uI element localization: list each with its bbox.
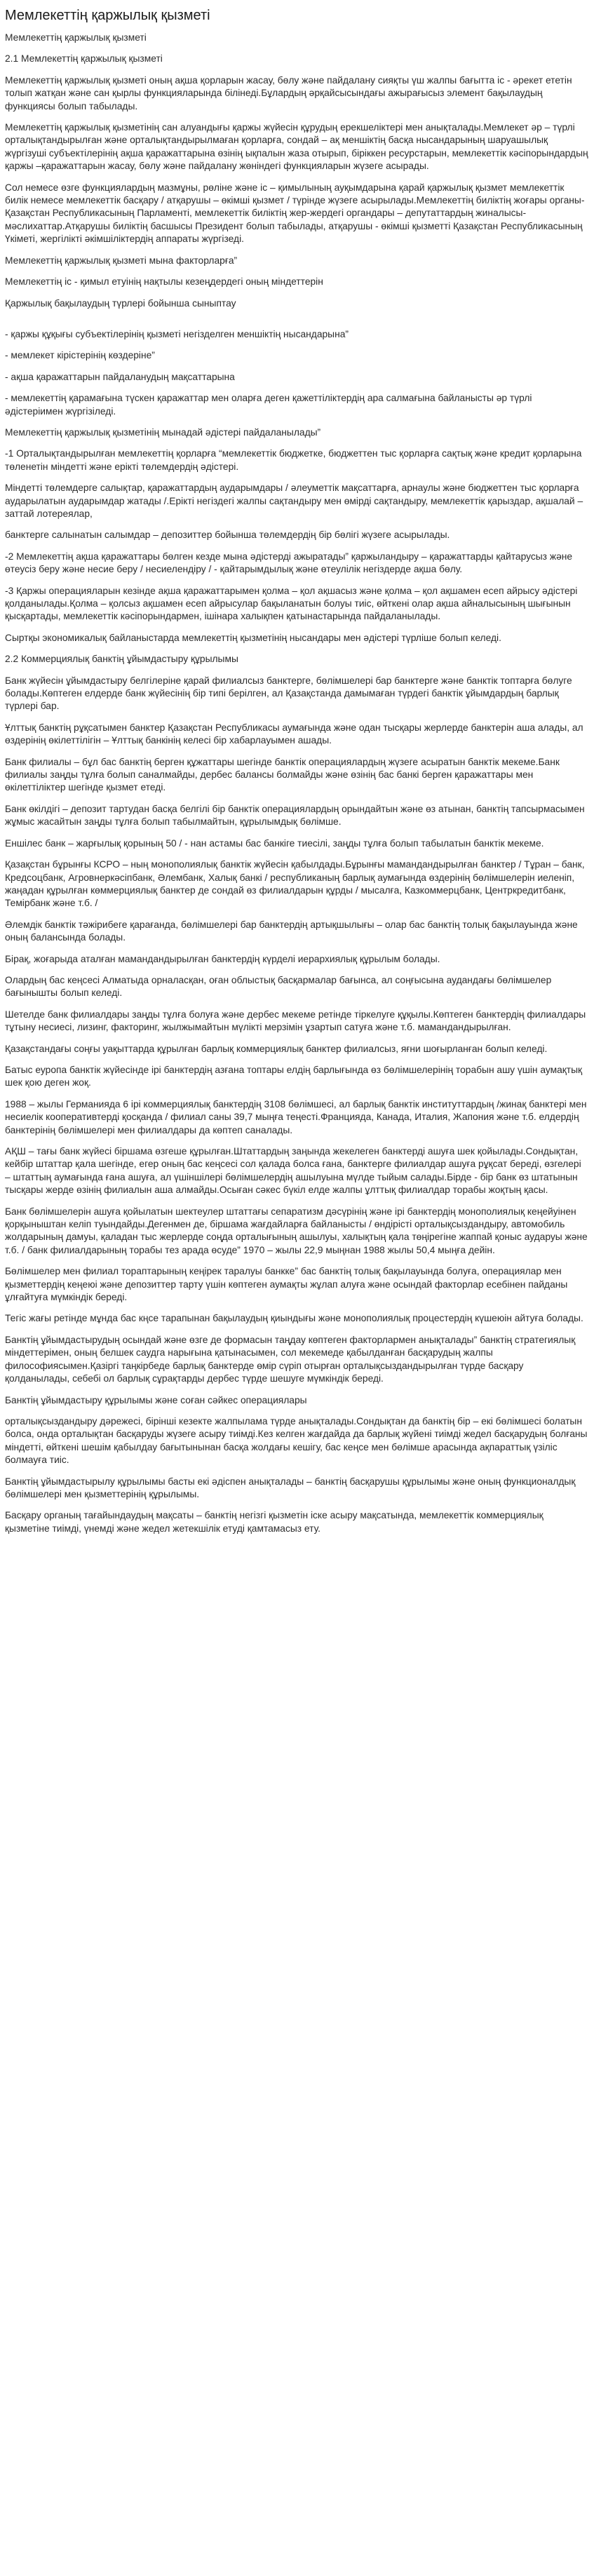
paragraph: Мемлекеттің қаржылық қызметінің сан алуандығы қаржы жүйесін құрудың ерекшеліктері мен анықталады.Мемлекет әр – түрлі орталықтандырылған және орталықтандырылмаған қорларға, сондай – ақ меншіктің басқа нысандарының шаруашылық жүргізуші субъектілерінің ақша қаражаттарына өзінің ықпалын жаза отырып, біріккен ресурстарын, мемлекеттік кәсіпорындардың қаржы –қаражаттарын жасау, бөлу және пайдалану жөніндегі функцияларын жүзеге асырады. [5,122,588,172]
paragraph: - қаржы құқығы субъектілерінің қызметі негізделген меншіктің нысандарына” [5,328,349,339]
paragraph: Қазақстан бұрынғы КСРО – ның монополиялық банктік жүйесін қабылдады.Бұрынғы мамандандырылған банктер / Тұран – банк, Кредсоцбанк, Агровнеркәсіпбанк, Әлембанк, Халық банкі / республиканың барлық аумағында өздерінің бөлімшелерін иеленіп, жаңадан құрылған көммерциялық банктер де сондай өз филиалдарын құрды / мысалға, Казкоммерцбанк, Центркредитбанк, Темірбанк және т.б. / [5,859,585,909]
paragraph: Бірақ, жоғарыда аталған мамандандырылған банктердің күрделі иерархиялық құрылым болады. [5,953,440,964]
paragraph: Банктің ұйымдастырылу құрылымы басты екі әдіспен анықталады – банктің басқарушы құрылымы және оның функционалдық бөлімшелері мен қызметтерінің құрылымы. [5,1476,576,1499]
paragraph: Басқару органың тағайындаудың мақсаты – банктің негізгі қызметін іске асыру мақсатында, мемлекеттік коммерциялық қызметіне тиімді, үнемді және жедел жетекшілік етуді қамтамасыз ету. [5,1510,544,1534]
paragraph: -1 Орталықтандырылған мемлекеттің қорларға “мемлекеттік бюджетке, бюджеттен тыс қорларға сақтық және кредит қорларына төленетін міндетті және ерікті төлемдердің әдістері. [5,448,582,472]
paragraph [5,318,589,320]
paragraph: Қаржылық бақылаудың түрлері бойынша сыныптау [5,297,236,309]
paragraph: Мемлекеттің қаржылық қызметі мына факторларға” [5,255,238,266]
paragraph: - мемлекеттің қарамағына түскен қаражаттар мен оларға деген қажеттіліктердің ара салмағына байланысты әр түрлі әдістеріимен жүргізіледі. [5,393,532,417]
paragraph: 2.2 Коммерциялық банктің ұйымдастыру құрылымы [5,654,238,665]
paragraph: Қазақстандағы соңғы уақыттарда құрылған барлық коммерциялық банктер филиалсыз, яғни шоғырланған болып келеді. [5,1043,548,1054]
paragraph: Банктің ұйымдастырудың осындай және өзге де формасын таңдау көптеген факторлармен анықталады” банктің стратегиялық міндеттерімен, оның белшек саудга нарығына қатынасымен, сол мекемеде қабылданған басқарудың жалпы философиясымен.Қазіргі таңкірбеде барлық банктерде өмір сүріп отырған орталықсыздандырылған түрде басқару қолданылады, себебі ол барлық сұрақтарды дербес түрде шешуге мүмкіндік береді. [5,1334,576,1384]
paragraph: 2.1 Мемлекеттің қаржылық қызметі [5,53,163,65]
paragraph: Банк жүйесін ұйымдастыру белгілеріне қарай филиалсыз банктерге, бөлімшелері бар банктерге және банктік топтарға бөлуге болады.Көптеген елдерде банк жүйесінің бір типі берілген, ал Қазақстанда дамымаған түрдегі банктік ұйымдардың барлық түрлері бар. [5,675,572,712]
page-title: Мемлекеттің қаржылық қызметі [5,8,210,23]
paragraph: Сол немесе өзге функциялардың мазмұны, рөліне және іс – қимылының ауқымдарына қарай қаржылық қызмет мемлекеттік билік немесе мемлекеттік басқару / атқарушы – өкімші қызмет / түрінде жүзеге асырылады.Мемлекеттің биліктің жоғары органы-Қазақстан Республикасының Парламенті, мемлекеттік биліктің жер-жердегі органдары – депутаттардың жиналысы-мәслихаттар.Атқарушы биліктің басшысы Президент болып табылады, атқарушы - өкімші қызметті Қазақстан Республикасының Үкіметі, жергілікті әкімшіліктердің аппараты жүргізеді. [5,182,585,245]
paragraph: Тегіс жағы ретінде мұнда бас кңсе тарапынан бақылаудың қиындығы және монополиялық процестердің күшеюін айтуға болады. [5,1313,583,1324]
paragraph: Мемлекеттің қаржылық қызметі оның ақша қорларын жасау, бөлу және пайдалану сияқты үш жалпы бағытта іс - әрекет ететін толып жатқан және сан қырлы функцияларында білінеді.Бұлардың әрқайсысындағы ажырағысыз элемент бақылаудың функциясы болып табылады. [5,74,572,112]
paragraph: Ұлттық банктің рұқсатымен банктер Қазақстан Республикасы аумағында және одан тысқары жерлерде банктерін аша алады, ал өздерінің өкілеттілігін – Ұлттық банкінің келесі бір хабарлауымен ашады. [5,722,583,746]
paragraph: банктерге салынатын салымдар – депозиттер бойынша төлемдердің бір бөлігі жүзеге асырылады. [5,530,450,541]
paragraph: Шетелде банк филиалдары заңды тұлға болуға және дербес мекеме ретінде тіркелуге құқылы.Көптеген банктердің филиалдары тұтыну несиесі, лизинг, факторинг, жылжымайтын мүлікті мерзімін ұзартып сатуға және т.б. мамандандырылған. [5,1009,586,1033]
paragraph: Банк филиалы – бұл бас банктің берген құжаттары шегінде банктік операциялардың жүзеге асыратын банктік мекеме.Банк филиалы заңды тұлға болып саналмайды, дербес балансы болмайды және өзінің бас банкі берген қаражаттары мен өкілеттіліктер шегінде қызмет етеді. [5,756,560,793]
paragraph: Банктің ұйымдастыру құрылымы және соған сәйкес операциялары [5,1394,307,1405]
paragraph: Сыртқы экономикалық байланыстарда мемлекеттің қызметінің нысандары мен әдістері түрліше болып келеді. [5,632,501,643]
paragraph: орталықсыздандыру дәрежесі, бірінші кезекте жалпылама түрде анықталады.Сондықтан да банктің бір – екі бөлімшесі болатын болса, онда орталықтан басқаруды жүзеге асыру тиімді.Кез келген жағдайда да барлық жүйені тиімді жедел басқарудың болғаны міндетті, өйткені шешім қабылдау бағытынынан басқа жолдағы кешігу, бас кеңсе мен бөлімше арасында ақпараттық үзіліс болмауға тиіс. [5,1415,588,1466]
paragraph: 1988 – жылы Германияда 6 ірі коммерциялық банктердің 3108 бөлімшесі, ал барлық банктік институттардың /жинақ банктері мен несиелік кооперативтерді қосқанда / филиал саны 39,7 мыңға теңесті.Францияда, Канада, Италия, Жапония және т.б. елдердің банктерінің бөлімшелері мен филиалдары да көптеп саналады. [5,1098,587,1135]
paragraph: Әлемдік банктік тәжірибеге қарағанда, бөлімшелері бар банктердің артықшылығы – олар бас банктің толық бақылауында және оның балансында болады. [5,919,578,943]
paragraph: - ақша қаражаттарын пайдаланудың мақсаттарына [5,371,235,382]
paragraph: АҚШ – тағы банк жүйесі біршама өзгеше құрылған.Штаттардың заңында жекелеген банктерді ашуға шек қойылады.Сондықтан, кейбір штаттар қала шегінде, егер оның бас кеңсесі сол қалада болса ғана, банктерге филиалдар ашуға рұқсат береді, өзгелері – штаттың аумағында ғана ашуға, ал үшіншілері бөлімшелердің ашылуына мүлде тыйым салады.Бірде - бір банк өз штатынын тысқары жерде өзінің филиалын аша алмайды.Осыған сәкес бүкіл елде жалпы ұлттық филиалдар торабы жоқтың қасы. [5,1146,581,1196]
paragraph: -2 Мемлекеттің ақша қаражаттары бөлген кезде мына әдістерді ажыратады” қаржыландыру – қаражаттарды қайтарусыз және өтеусіз беру және несие беру / несиелендіру / - қайтарымдылық және өтеулілік негіздерде ақша бөлу. [5,551,573,575]
paragraph: Мемлекеттің қаржылық қызметінің мынадай әдістері пайдаланылады” [5,426,321,438]
paragraph: -3 Қаржы операцияларын кезінде ақша қаражаттарымен қолма – қол ақшасыз және қолма – қол ақшамен есеп айрысу әдістері қолданылады.Қолма – қолсыз ақшамен есеп айрысулар бақыланатын болуы тиіс, өйткені олар ақша айналысының шығынын қысқартады, мемлекеттік кәсіпорындармен, ішінара халықпен қатынастарында пайдаланылады. [5,585,578,622]
paragraph: Банк өкілдігі – депозит тартудан басқа белгілі бір банктік операциялардың орындайтын және өз атынан, банктің тапсырмасымен жұмыс жасайтын заңды тұлға болып табылмайтын, құрылымдық бөлімше. [5,803,585,828]
paragraph: Еншілес банк – жарғылық қорының 50 / - нан астамы бас банкіге тиесілі, заңды тұлға болып табылатын банктік мекеме. [5,837,544,849]
document-page [0,6,594,1535]
paragraph: Банк бөлімшелерін ашуға қойылатын шектеулер штаттағы сепаратизм дәсүрінің және ірі банктердің монополиялық кеңейуінен қорқыныштан келіп туындайды.Дегенмен де, біршама жағдайларға байланысты / өндірісті орталықсыздандыру, автомобиль жолдарының дамуы, қаладан тыс жерлерде соңда орталығының ашылуы, халықтың қала төңірегіне жаппай қоныс аударуы және т.б. / банк филиалдарының торабы тез арада өсуде” 1970 – жылы 22,9 мыңнан 1988 жылы 50,4 мыңға дейін. [5,1206,588,1255]
paragraph: Мемлекеттің іс - қимыл етуінің нақтылы кезеңдердегі оның міндеттерін [5,276,323,288]
document-body [5,32,589,1535]
paragraph: Батыс еуропа банктік жүйесінде ірі банктердің азғана топтары елдің барлығында өз бөлімшелерінің торабын ашу үшін аумақтық шек қою деген жоқ. [5,1064,583,1088]
paragraph: Мемлекеттің қаржылық қызметі [5,32,147,43]
paragraph: - мемлекет кірістерінің көздеріне” [5,350,155,361]
paragraph: Міндетті төлемдерге салықтар, қаражаттардың аударымдары / әлеуметтік мақсаттарға, арнаулы және бюджеттен тыс қорларға аударылатын аударымдар жатады /.Ерікті негіздегі жалпы сақтандыру мен өмірді сақтандыру, мемлекеттік қарыздар, ақшалай – заттай лотереялар, [5,483,583,519]
paragraph: Олардың бас кеңсесі Алматыда орналасқан, оған облыстық басқармалар бағынса, ал соңғысына аудандағы бөлімшелер бағынышты болып келеді. [5,974,552,999]
paragraph: Бөлімшелер мен филиал тораптарының кеңірек таралуы банкке” бас банктің толық бақылауында болуға, операциялар мен қызметтердің кеңеюі және депозиттер тарту үшін көптеген аумақты жұлап алуға және осындай факторлар есебінен пайданы ұлғайтуға мүмкіндік береді. [5,1266,568,1303]
